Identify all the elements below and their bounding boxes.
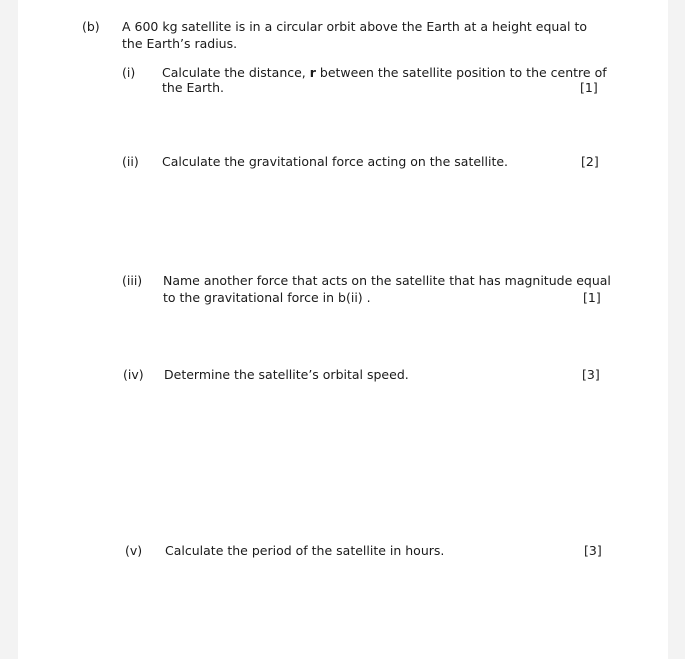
part-ii-number: (ii) [122, 154, 139, 169]
part-iii-marks: [1] [583, 290, 601, 305]
part-iii-line2: to the gravitational force in b(ii) . [163, 290, 371, 305]
part-i-marks: [1] [580, 80, 598, 95]
part-v-marks: [3] [584, 543, 602, 558]
part-ii-marks: [2] [581, 154, 599, 169]
variable-r: r [309, 65, 316, 80]
question-label: (b) [82, 19, 100, 34]
part-i-line2: the Earth. [162, 80, 224, 95]
part-i-number: (i) [122, 65, 136, 80]
question-stem-line2: the Earth’s radius. [122, 36, 238, 51]
part-v-number: (v) [125, 543, 143, 558]
part-i-line1: Calculate the distance, r between the satellite position to the centre of [162, 65, 607, 80]
exam-page [18, 0, 668, 659]
part-iii-number: (iii) [122, 273, 143, 288]
part-v-line1: Calculate the period of the satellite in hours. [165, 543, 445, 558]
part-iv-marks: [3] [582, 367, 600, 382]
part-ii-line1: Calculate the gravitational force acting on the satellite. [162, 154, 509, 169]
part-iii-line1: Name another force that acts on the satellite that has magnitude equal [163, 273, 611, 288]
part-iv-line1: Determine the satellite’s orbital speed. [164, 367, 409, 382]
part-iv-number: (iv) [123, 367, 144, 382]
question-stem-line1: A 600 kg satellite is in a circular orbit above the Earth at a height equal to [122, 19, 588, 34]
